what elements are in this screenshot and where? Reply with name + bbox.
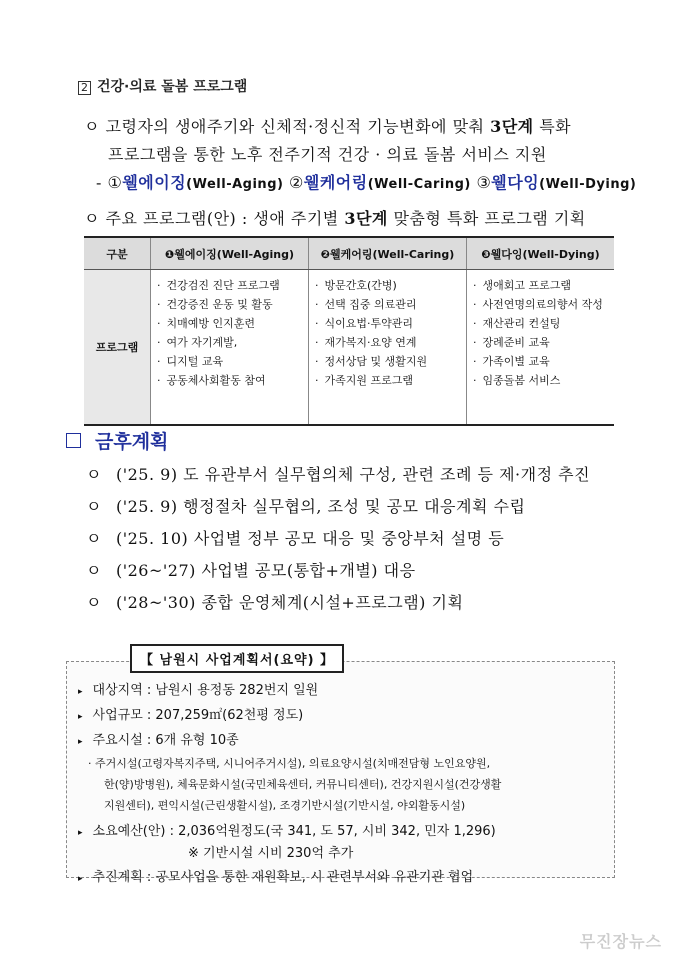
list-item: · 정서상담 및 생활지원 — [315, 352, 466, 371]
text: ㅇ 주요 프로그램(안) : 생애 주기별 — [84, 209, 345, 228]
dash: - — [96, 173, 108, 192]
stage-english: (Well-Caring) — [367, 177, 471, 192]
plan-text: ('25. 9) 도 유관부서 실무협의체 구성, 관련 조례 등 제·개정 추진 — [115, 465, 591, 484]
bullet: ㅇ — [86, 593, 102, 612]
bullet: ㅇ — [86, 497, 102, 516]
bullet-line — [84, 114, 571, 137]
row-label: 프로그램 — [84, 270, 151, 426]
summary-title: 【 남원시 사업계획서(요약) 】 — [130, 644, 344, 673]
summary-text: 사업규모 : 207,259㎡(62천평 정도) — [92, 708, 304, 723]
list-item: · 가족이별 교육 — [473, 352, 614, 371]
text: ㅇ 고령자의 생애주기와 신체적·정신적 기능변화에 맞춰 — [84, 117, 491, 136]
list-item: · 생애회고 프로그램 — [473, 276, 614, 295]
stage-name: 웰에이징 — [122, 173, 187, 192]
text: 특화 — [533, 117, 572, 136]
section-title: 금후계획 — [95, 431, 169, 453]
triangle-icon: ▸ — [78, 712, 83, 722]
stage-number: ② — [289, 173, 304, 192]
bullet: ㅇ — [86, 465, 102, 484]
stage-number: ③ — [476, 173, 492, 192]
list-item: · 가족지원 프로그램 — [315, 371, 466, 390]
list-item: · 사전연명의료의향서 작성 — [473, 295, 614, 314]
list-item: · 치매예방 인지훈련 — [157, 314, 308, 333]
table-header: 구분 — [84, 237, 151, 270]
plan-item — [86, 558, 416, 581]
list-item: · 공동체사회활동 참여 — [157, 371, 308, 390]
section-title: 건강·의료 돌봄 프로그램 — [97, 79, 248, 95]
summary-item — [78, 679, 318, 698]
list-item: · 선택 집중 의료관리 — [315, 295, 466, 314]
facility-detail: 한(양)방병원), 체육문화시설(국민체육센터, 커뮤니티센터), 건강지원시설(건강생활 — [104, 778, 502, 791]
plan-text: ('25. 9) 행정절차 실무협의, 조성 및 공모 대응계획 수립 — [115, 497, 526, 516]
summary-item — [78, 729, 239, 748]
list-item: · 식이요법·투약관리 — [315, 314, 466, 333]
table-header: ❷웰케어링(Well-Caring) — [309, 237, 467, 270]
list-item: · 디지털 교육 — [157, 352, 308, 371]
plan-item — [86, 590, 463, 613]
facility-detail: 지원센터), 편익시설(근린생활시설), 조경기반시설(기반시설, 야외활동시설) — [104, 799, 466, 812]
table-cell — [151, 270, 309, 426]
summary-text: 주요시설 : 6개 유형 10종 — [92, 733, 239, 748]
stage-name: 웰다잉 — [491, 173, 540, 192]
list-item: · 재산관리 컨설팅 — [473, 314, 614, 333]
table-header-row — [84, 237, 614, 270]
square-icon — [66, 433, 81, 448]
bullet-line — [84, 206, 586, 229]
triangle-icon: ▸ — [78, 737, 83, 747]
stage-name: 웰케어링 — [303, 173, 368, 192]
stage-number: ① — [107, 173, 123, 192]
table-cell — [467, 270, 615, 426]
plan-item — [86, 462, 590, 485]
table-cell — [309, 270, 467, 426]
bullet: ㅇ — [86, 561, 102, 580]
summary-text: 추진계획 : 공모사업을 통한 재원확보, 시 관련부서와 유관기관 협업 — [92, 870, 474, 885]
summary-item — [78, 866, 473, 885]
list-item: · 건강증진 운동 및 활동 — [157, 295, 308, 314]
list-item: · 건강검진 진단 프로그램 — [157, 276, 308, 295]
stage-english: (Well-Aging) — [186, 177, 284, 192]
summary-item — [78, 704, 303, 723]
program-table — [84, 236, 614, 426]
triangle-icon: ▸ — [78, 828, 83, 838]
table-header: ❶웰에이징(Well-Aging) — [151, 237, 309, 270]
bullet: ㅇ — [86, 529, 102, 548]
section-number: 2 — [78, 81, 91, 95]
list-item: · 임종돌봄 서비스 — [473, 371, 614, 390]
section-heading — [78, 76, 247, 96]
plan-item — [86, 526, 504, 549]
plan-item — [86, 494, 525, 517]
list-item: · 장례준비 교육 — [473, 333, 614, 352]
triangle-icon: ▸ — [78, 687, 83, 697]
facility-detail: · 주거시설(고령자복지주택, 시니어주거시설), 의료요양시설(치매전담형 노인요양원, — [88, 757, 491, 770]
plan-text: ('25. 10) 사업별 정부 공모 대응 및 중앙부처 설명 등 — [115, 529, 505, 548]
summary-text: 대상지역 : 남원시 용정동 282번지 일원 — [92, 683, 319, 698]
stage-english: (Well-Dying) — [539, 177, 637, 192]
text: 맞춤형 특화 프로그램 기획 — [387, 209, 586, 228]
budget-note: ※ 기반시설 시비 230억 추가 — [188, 846, 354, 861]
list-item: · 여가 자기계발, — [157, 333, 308, 352]
list-item: · 재가복지·요양 연계 — [315, 333, 466, 352]
bullet-line-continued: 프로그램을 통한 노후 전주기적 건강 · 의료 돌봄 서비스 지원 — [108, 145, 547, 164]
bold-text: 3단계 — [344, 209, 388, 228]
table-header: ❸웰다잉(Well-Dying) — [467, 237, 615, 270]
section-heading — [66, 427, 168, 454]
plan-text: ('26~'27) 사업별 공모(통합+개별) 대응 — [115, 561, 416, 580]
bold-text: 3단계 — [490, 117, 534, 136]
watermark-logo: 무진장뉴스 — [579, 932, 662, 951]
summary-text: 소요예산(안) : 2,036억원정도(국 341, 도 57, 시비 342, 민자 1,296) — [92, 824, 496, 839]
plan-text: ('28~'30) 종합 운영체계(시설+프로그램) 기획 — [115, 593, 464, 612]
triangle-icon: ▸ — [78, 874, 83, 884]
stages-line — [96, 170, 636, 193]
table-row — [84, 270, 614, 426]
list-item: · 방문간호(간병) — [315, 276, 466, 295]
summary-item — [78, 820, 496, 839]
